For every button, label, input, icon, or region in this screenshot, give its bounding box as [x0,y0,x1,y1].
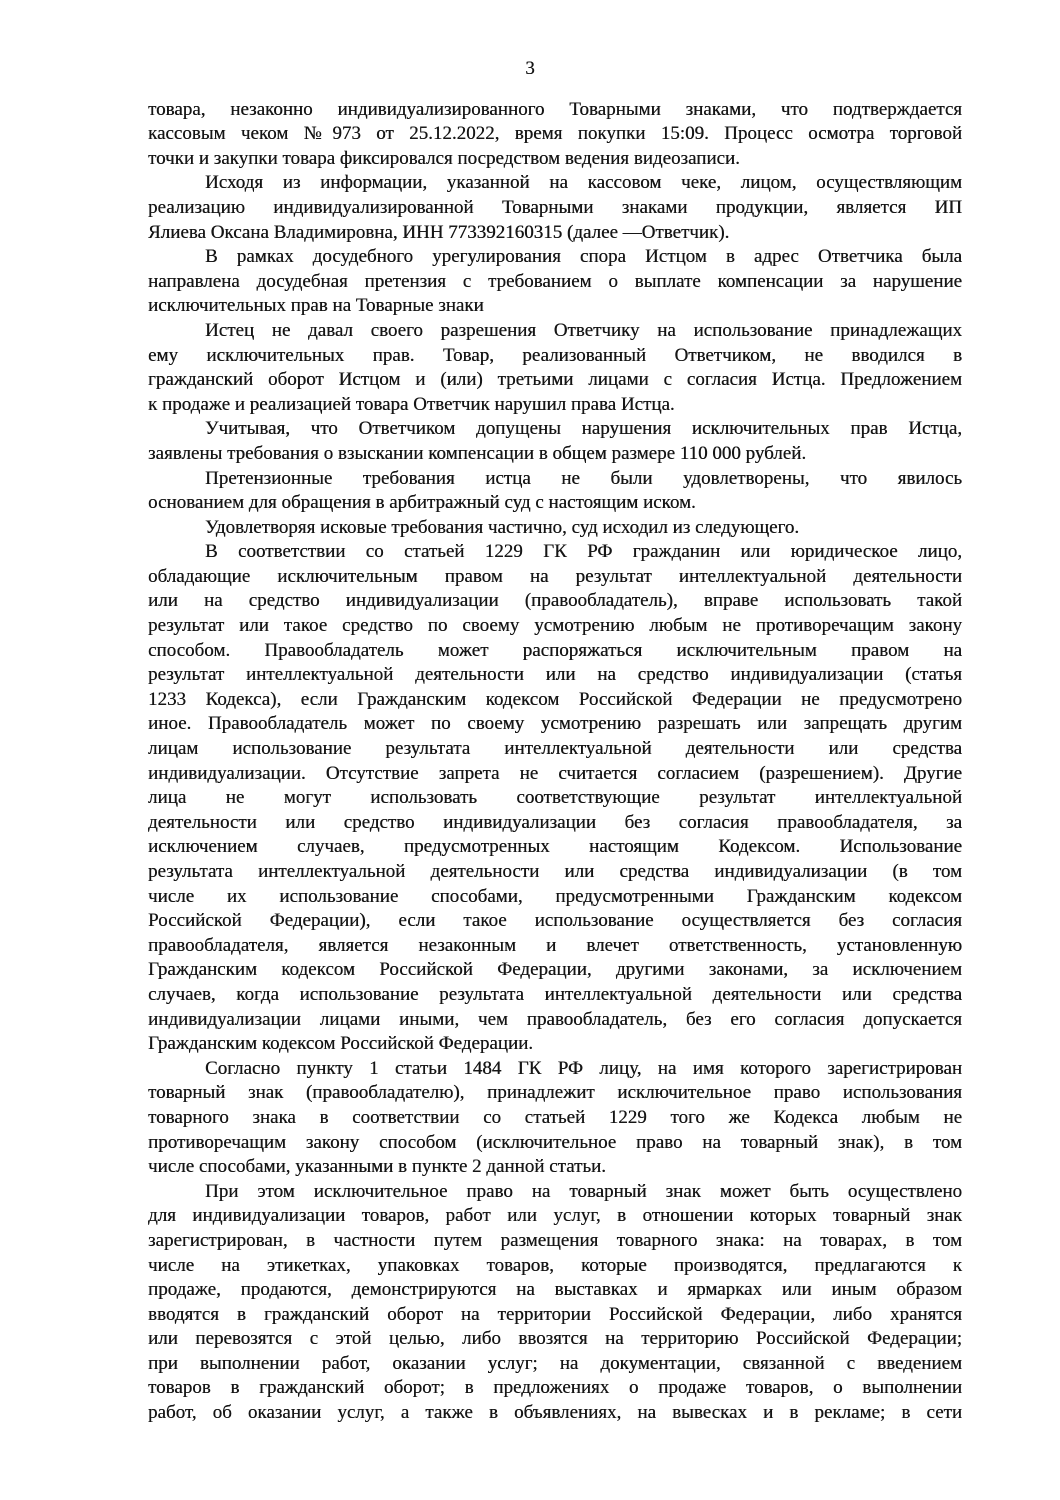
text-line: товарный знак (правообладателю), принадлежит исключительное право использования [148,1082,962,1104]
text-line: гражданский оборот Истцом и (или) третьими лицами с согласия Истца. Предложением [148,369,962,391]
text-line: противоречащим закону способом (исключительное право на товарный знак), в том [148,1131,962,1153]
text-line: В рамках досудебного урегулирования спора Истцом в адрес Ответчика была [205,246,962,268]
text-line: товаров в гражданский оборот; в предложениях о продаже товаров, о выполнении [148,1377,962,1399]
text-line: к продаже и реализацией товара Ответчик нарушил права Истца. [148,393,675,415]
text-line: Гражданским кодексом Российской Федерации, другими законами, за исключением [148,959,962,981]
paragraph [148,245,962,319]
text-line: или перевозятся с этой целью, либо ввозятся на территорию Российской Федерации; [148,1328,962,1350]
text-line: зарегистрирован, в частности путем размещения товарного знака: на товарах, в том [148,1229,962,1251]
text-line: для индивидуализации товаров, работ или услуг, в отношении которых товарный знак [148,1205,962,1227]
text-line: Учитывая, что Ответчиком допущены нарушения исключительных прав Истца, [205,418,962,440]
text-line: числе их использование способами, предусмотренными Гражданским кодексом [148,885,962,907]
text-line: продаже, продаются, демонстрируются на выставках и ярмарках или иным образом [148,1279,962,1301]
paragraph [148,467,962,516]
text-line: вводятся в гражданский оборот на территории Российской Федерации, либо хранятся [148,1303,962,1325]
text-line: индивидуализации. Отсутствие запрета не считается согласием (разрешением). Другие [148,762,962,784]
page-number: 3 [525,58,535,79]
text-line: результат интеллектуальной деятельности или на средство индивидуализации (статья [148,664,962,686]
text-line: реализацию индивидуализированной Товарными знаками продукции, является ИП [148,196,962,218]
text-line: случаев, когда использование результата интеллектуальной деятельности или средства [148,983,962,1005]
text-line: Согласно пункту 1 статьи 1484 ГК РФ лицу, на имя которого зарегистрирован [205,1057,962,1079]
paragraph [148,417,962,466]
text-line: основанием для обращения в арбитражный суд с настоящим иском. [148,492,696,514]
text-line: числе на этикетках, упаковках товаров, которые производятся, предлагаются к [148,1254,962,1276]
text-block [148,98,962,1426]
text-line: направлена досудебная претензия с требованием о выплате компенсации за нарушение [148,270,962,292]
text-line: обладающие исключительным правом на результат интеллектуальной деятельности [148,565,962,587]
text-line: способом. Правообладатель может распоряжаться исключительным правом на [148,639,962,661]
text-line: Исходя из информации, указанной на кассовом чеке, лицом, осуществляющим [205,172,962,194]
text-line: работ, об оказании услуг, а также в объявлениях, на вывесках и в рекламе; в сети [148,1402,962,1424]
text-line: При этом исключительное право на товарный знак может быть осуществлено [205,1180,962,1202]
text-line: результат или такое средство по своему усмотрению любым не противоречащим закону [148,615,962,637]
text-line: Российской Федерации), если такое использование осуществляется без согласия [148,910,962,932]
text-line: Гражданским кодексом Российской Федерации. [148,1033,534,1055]
paragraph [148,1057,962,1180]
text-line: Удовлетворяя исковые требования частично, суд исходил из следующего. [205,516,800,538]
paragraph [148,98,962,172]
text-line: исключительных прав на Товарные знаки [148,295,484,317]
text-line: при выполнении работ, оказании услуг; на документации, связанной с введением [148,1352,962,1374]
text-line: товара, незаконно индивидуализированного Товарными знаками, что подтверждается [148,98,962,120]
text-line: или на средство индивидуализации (правообладатель), вправе использовать такой [148,590,962,612]
text-line: числе способами, указанными в пункте 2 данной статьи. [148,1156,606,1178]
text-line: 1233 Кодекса), если Гражданским кодексом Российской Федерации не предусмотрено [148,688,962,710]
text-line: лица не могут использовать соответствующие результат интеллектуальной [148,787,962,809]
text-line: товарного знака в соответствии со статьей 1229 того же Кодекса любым не [148,1106,962,1128]
text-line: правообладателя, является незаконным и влечет ответственность, установленную [148,934,962,956]
paragraph [148,1180,962,1426]
text-line: результата интеллектуальной деятельности или средства индивидуализации (в том [148,861,962,882]
text-line: иное. Правообладатель может по своему усмотрению разрешать или запрещать другим [148,713,962,735]
text-line: точки и закупки товара фиксировался посредством ведения видеозаписи. [148,147,740,169]
text-line: Претензионные требования истца не были удовлетворены, что явилось [205,467,962,489]
text-line: индивидуализации лицами иными, чем правообладатель, без его согласия допускается [148,1008,962,1030]
text-line: Истец не давал своего разрешения Ответчику на использование принадлежащих [205,319,962,341]
paragraph [148,540,962,1056]
text-line: кассовым чеком №973 от 25.12.2022, время покупки 15:09. Процесс осмотра торговой [148,123,962,145]
text-line: ему исключительных прав. Товар, реализованный Ответчиком, не вводился в [148,344,962,366]
paragraph [148,171,962,245]
text-line: заявлены требования о взыскании компенсации в общем размере 110 000 рублей. [148,442,807,464]
text-line: Ялиева Оксана Владимировна, ИНН 773392160315 (далее —Ответчик). [148,221,730,243]
text-line: В соответствии со статьей 1229 ГК РФ гражданин или юридическое лицо, [205,541,962,563]
text-line: исключением случаев, предусмотренных настоящим Кодексом. Использование [148,836,962,858]
text-line: деятельности или средство индивидуализации без согласия правообладателя, за [148,811,962,833]
paragraph [148,516,962,541]
text-line: лицам использование результата интеллектуальной деятельности или средства [148,738,962,760]
paragraph [148,319,962,417]
